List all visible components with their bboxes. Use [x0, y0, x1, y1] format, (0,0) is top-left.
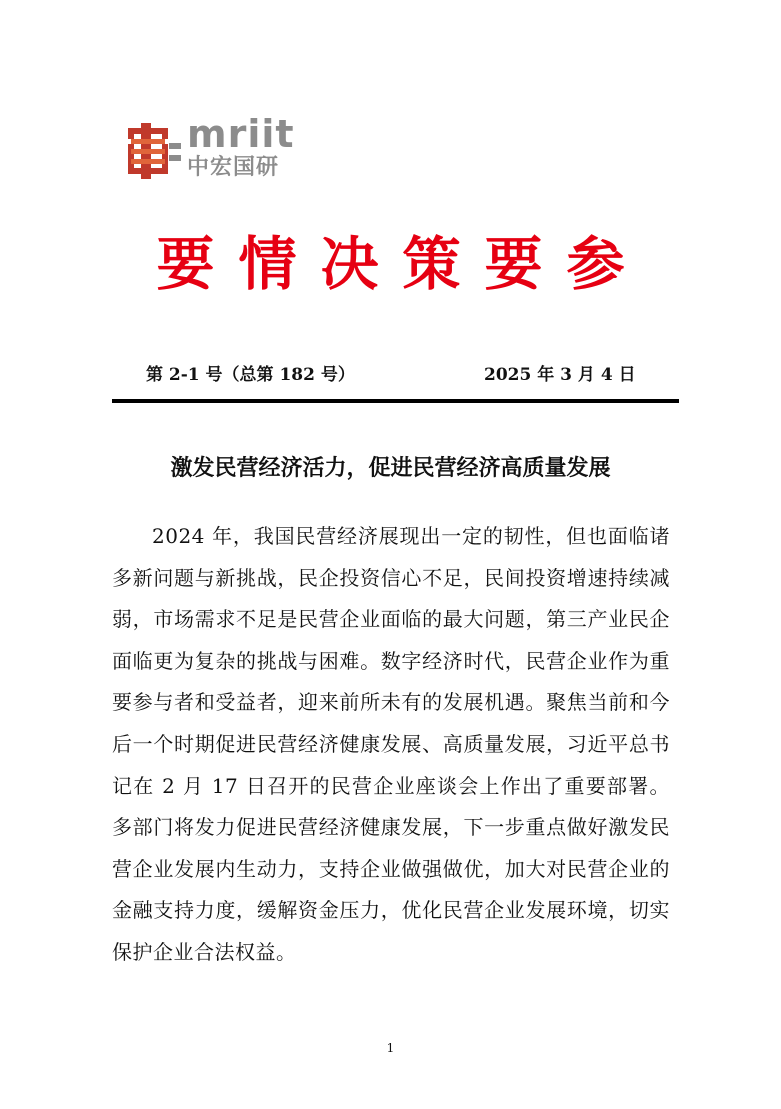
logo-text-cn: 中宏国研	[187, 155, 280, 180]
logo-mark-icon	[127, 121, 183, 181]
article-title: 激发民营经济活力，促进民营经济高质量发展	[170, 455, 611, 481]
publisher-logo	[127, 112, 295, 188]
masthead-title: 要情决策要参	[156, 230, 649, 298]
page-number: 1	[386, 1041, 395, 1055]
issue-date: 2025 年 3 月 4 日	[484, 365, 636, 385]
header-divider	[112, 399, 679, 403]
logo-text-en: mriit	[187, 112, 295, 156]
article-paragraph: 2024 年，我国民营经济展现出一定的韧性，但也面临诸多新问题与新挑战，民企投资信心不足，民间投资增速持续减弱，市场需求不足是民营企业面临的最大问题，第三产业民企面临更为复杂的挑战与困难。数字经济时代，民营企业作为重要参与者和受益者，迎来前所未有的发展机遇。聚焦当前和今后一个时期促进民营经济健康发展、高质量发展，习近平总书记在 2 月 17 日召开的民营企业座谈会上作出了重要部署。多部门将发力促进民营经济健康发展，下一步重点做好激发民营企业发展内生动力，支持企业做强做优，加大对民营企业的金融支持力度，缓解资金压力，优化民营企业发展环境，切实保护企业合法权益。	[112, 524, 670, 964]
issue-number: 第 2-1 号（总第 182 号）	[146, 365, 355, 385]
